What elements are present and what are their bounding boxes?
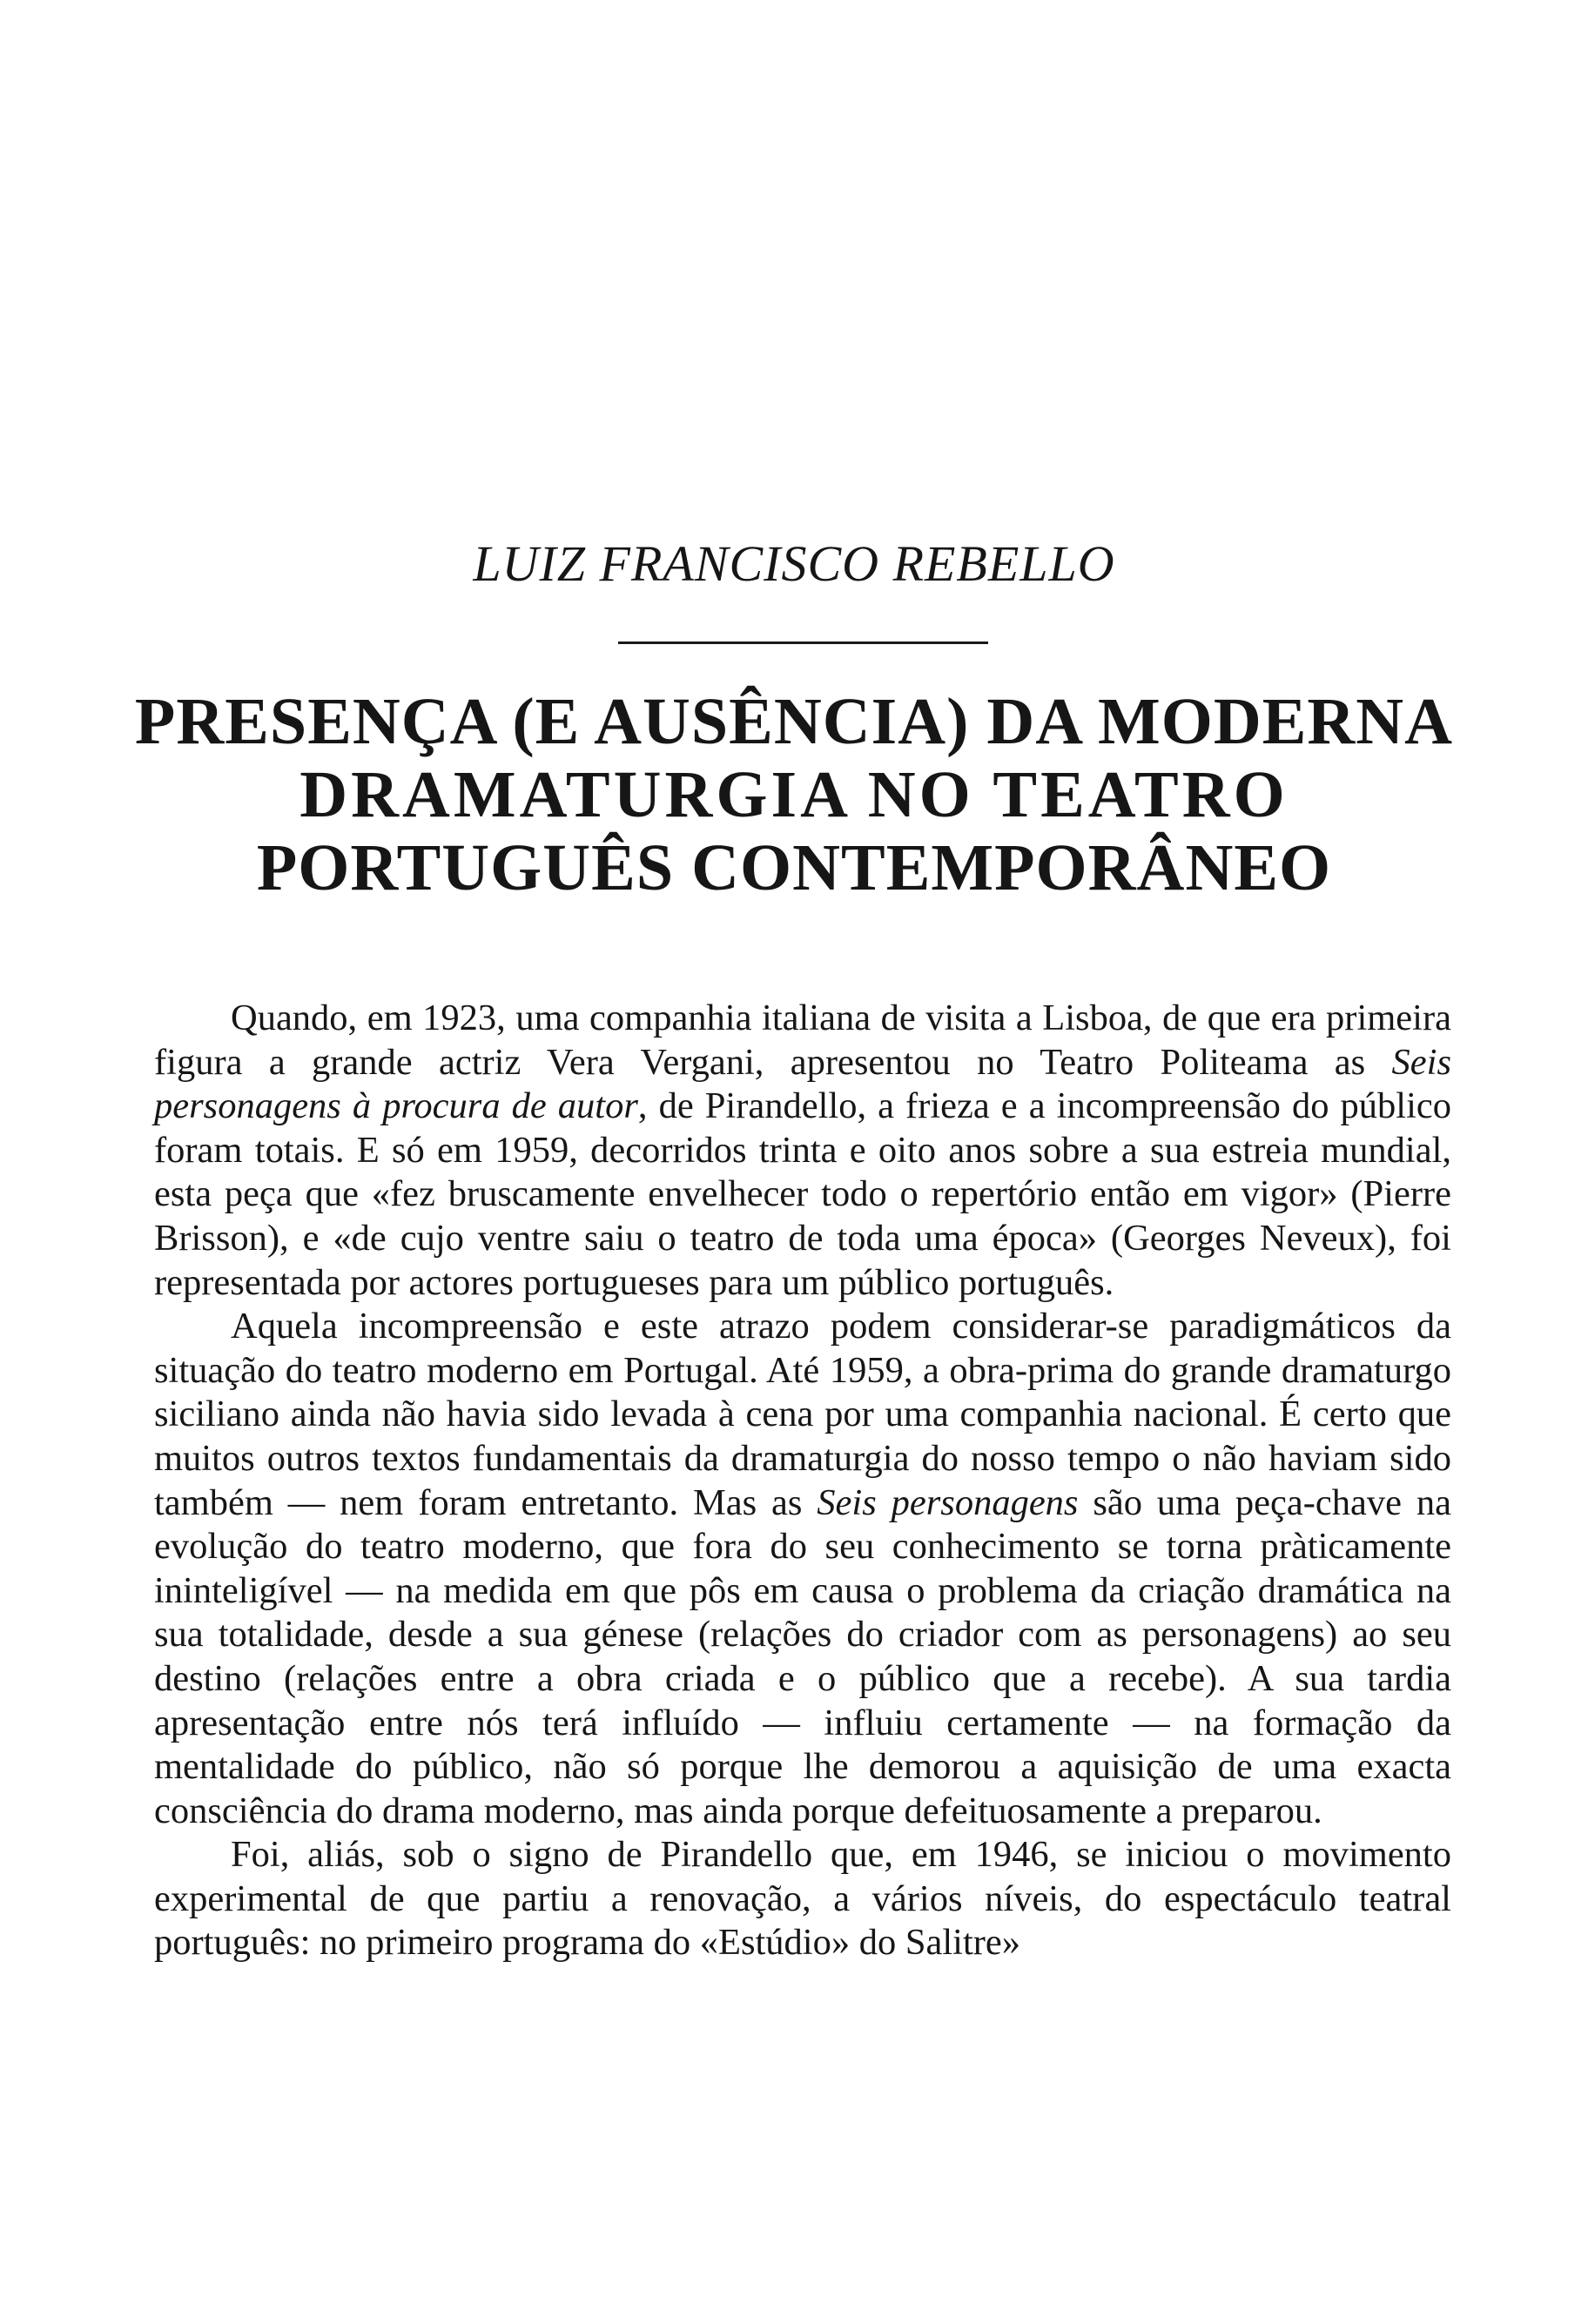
author-name: LUIZ FRANCISCO REBELLO [473,535,1115,592]
paragraph-3 [154,1833,1451,1965]
work-title-italic: Seis personagens à procura de autor [154,1041,1451,1127]
paragraph-2 [154,1305,1451,1833]
paragraph-1-text-c: , de Pirandello, a frieza e a incompreensão do público foram totais. E só em 1959, decorridos trinta e oito anos sobre a sua estreia mundial, esta peça que «fez bruscamente envelhecer todo o repertório então em vigor» (Pierre Brisson), e «de cujo ventre saiu o teatro de toda uma época» (Georges Neveux), foi representada por actores portugueses para um público português. [154,1085,1452,1303]
paragraph-2-text-a: Aquela incompreensão e este atrazo podem considerar-se paradigmáticos da situação do teatro moderno em Portugal. Até 1959, a obra-prima do grande dramaturgo siciliano ainda não havia sido levada à cena por uma companhia nacional. É certo que muitos outros textos fundamentais da dramaturgia do nosso tempo o não haviam sido também — nem foram entretanto. Mas as [154,1306,1451,1523]
title-divider [618,641,988,644]
paragraph-2-text-c: são uma peça-chave na evolução do teatro moderno, que fora do seu conhecimento se torna pràticamente ininteligível — na medida em que pôs em causa o problema da criação dramática na sua totalidade, desde a sua génese (relações do criador com as personagens) ao seu destino (relações entre a obra criada e o público que a recebe). A sua tardia apresentação entre nós terá influído — influiu certamente — na formação da mentalidade do público, não só porque lhe demorou a aquisição de uma exacta consciência do drama moderno, mas ainda porque defeituosamente a preparou. [154,1481,1451,1831]
article-title [131,685,1457,904]
title-line-2: DRAMATURGIA NO TEATRO [299,758,1289,831]
work-title-italic-short: Seis personagens [817,1481,1079,1523]
article-body [154,997,1451,1965]
paragraph-1 [154,997,1451,1305]
title-line-3: PORTUGUÊS CONTEMPORÂNEO [256,831,1332,904]
title-line-1: PRESENÇA (E AUSÊNCIA) DA MODERNA [134,685,1454,758]
paragraph-3-text: Foi, aliás, sob o signo de Pirandello que, em 1946, se iniciou o movimento experimental de que partiu a renovação, a vários níveis, do espectáculo teatral português: no primeiro programa do «Estúdio» do Salitre» [154,1834,1451,1964]
paragraph-1-text-a: Quando, em 1923, uma companhia italiana de visita a Lisboa, de que era primeira figura a grande actriz Vera Vergani, apresentou no Teatro Politeama as [154,997,1451,1083]
